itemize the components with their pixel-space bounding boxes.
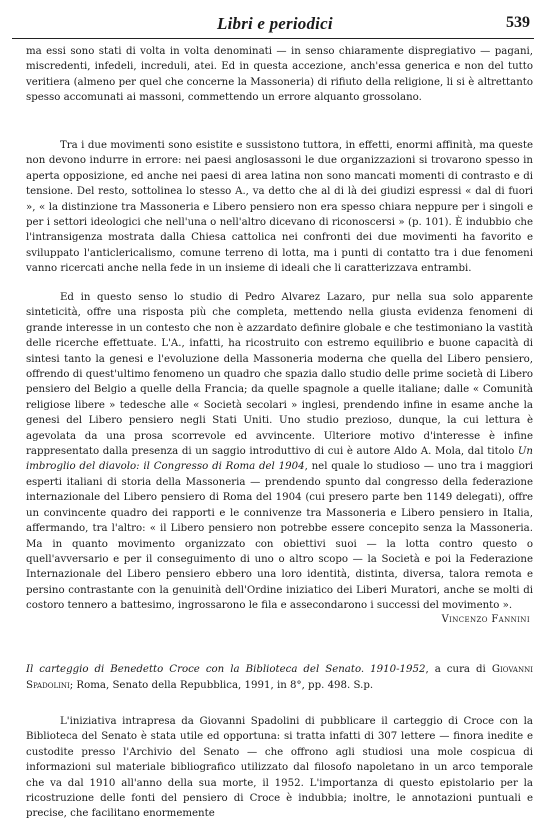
curator-name: Giovanni Spadolini: [26, 664, 533, 691]
review-signature: [442, 614, 530, 625]
review-paragraph-2: Tra i due movimenti sono esistite e sussistono tuttora, in effetti, enormi affinità, ma queste non devono indurre in errore: nei paesi anglosassoni le due organizzazioni si trovarono spesso in aperta opposizione, ed anche nei paesi di area latina non sono mancati momenti di contrasto e di tensione. Del resto, sottolinea lo stesso A., va detto che al di là dei giudizi espressi « dal di fuori », « la distinzione tra Massoneria e Libero pensiero non era spesso chiara neppure per i singoli e per i settori ideologici che nell'una o nell'altro dicevano di riconoscersi » (p. 101). È indubbio che l'intransigenza mostrata dalla Chiesa cattolica nei confronti dei due movimenti ha favorito e sviluppato l'anticlericalismo, comune terreno di lotta, ma i punti di contatto tra i due fenomeni vanno ricercati anche nella fede in un insieme di ideali che li caratterizzava entrambi.: [26, 140, 533, 275]
review-paragraph-3: [26, 290, 533, 614]
review-paragraph-1: ma essi sono stati di volta in volta denominati — in senso chiaramente dispregiativo — pagani, miscredenti, infedeli, increduli, atei. Ed in questa accezione, anch'essa generica e non del tutto veritiera (almeno per quel che concerne la Massoneria) di rifiuto della religione, li si è altrettanto spesso accomunati ai massoni, commettendo un errore alquanto grossolano.: [26, 46, 533, 104]
curator-prefix: , a cura di: [425, 664, 486, 675]
book-review-paragraph-1: L'iniziativa intrapresa da Giovanni Spadolini di pubblicare il carteggio di Croce con la Biblioteca del Senato è stata utile ed opportuna: si tratta infatti di 307 lettere — finora inedite e custodite presso l'Archivio del Senato — che offrono agli studiosi una mole cospicua di informazioni sul materiale bibliografico utilizzato dal filosofo napoletano in un arco temporale che va dal 1910 all'anno della sua morte, il 1952. L'importanza di questo epistolario per la ricostruzione delle fonti del pensiero di Croce è indubbia; inoltre, le annotazioni puntuali e precise, che facilitano enormemente: [26, 716, 533, 820]
reviewer-name: Vincenzo Fannini: [441, 614, 530, 625]
review-paragraph-3-text-b: , nel quale lo studioso — uno tra i maggiori esperti italiani di storia della Massoneria — prendendo spunto dal congresso della federazione internazionale del Libero pensiero di Roma del 1904 (cui presero parte ben 1149 delegati), offre un convincente quadro dei rapporti e le connivenze tra Massoneria e Libero pensiero in Italia, affermando, tra l'altro: « il Libero pensiero non potrebbe essere concepito senza la Massoneria. Ma in quanto movimento organizzato con obiettivi suoi — la lotta contro questo o quell'avversario e per il conseguimento di uno o altro scopo — la Società e poi la Federazione Internazionale del Libero pensiero ebbero una loro identità, distinta, diversa, talora remota e persino contrastante con la genuinità dell'Ordine iniziatico dei Liberi Muratori, anche se molti di costoro tennero a battesimo, ingrossarono le fila e assecondarono i successi del movimento ».: [26, 461, 533, 612]
page-header: [12, 14, 534, 39]
review-paragraph-3-text-a: Ed in questo senso lo studio di Pedro Alvarez Lazaro, pur nella sua solo apparente sinteticità, offre una risposta più che completa, mettendo nella giusta evidenza fenomeni di grande interesse in un contesto che non è azzardato definire globale e che testimoniano la vastità delle ricerche effettuate. L'A., infatti, ha ricostruito con estremo equilibrio e buone capacità di sintesi tanto la genesi e l'evoluzione della Massoneria moderna che quella del Libero pensiero, offrendo di quest'ultimo fenomeno un quadro che spazia dallo studio delle prime società di Libero pensiero del Belgio a quelle della Francia; da quelle spagnole a quelle italiane; dalle « Comunità religiose libere » tedesche alle « Società secolari » inglesi, prendendo infine in esame anche la genesi del Libero pensiero negli Stati Uniti. Uno studio prezioso, dunque, la cui lettura è agevolata da una prosa scorrevole ed avvincente. Ulteriore motivo d'interesse è infine rappresentato dalla presenza di un saggio introduttivo di cui è autore Aldo A. Mola, dal titolo: [26, 292, 533, 458]
page-number: 539: [506, 14, 530, 31]
running-head: Libri e periodici: [217, 14, 333, 33]
book-title: Il carteggio di Benedetto Croce con la Biblioteca del Senato. 1910-1952: [26, 664, 426, 675]
essay-title: Un imbroglio del diavolo: il Congresso di Roma del 1904: [26, 446, 533, 473]
book-citation: [26, 662, 533, 694]
publication-details: ; Roma, Senato della Repubblica, 1991, in 8°, pp. 498. S.p.: [69, 680, 374, 691]
